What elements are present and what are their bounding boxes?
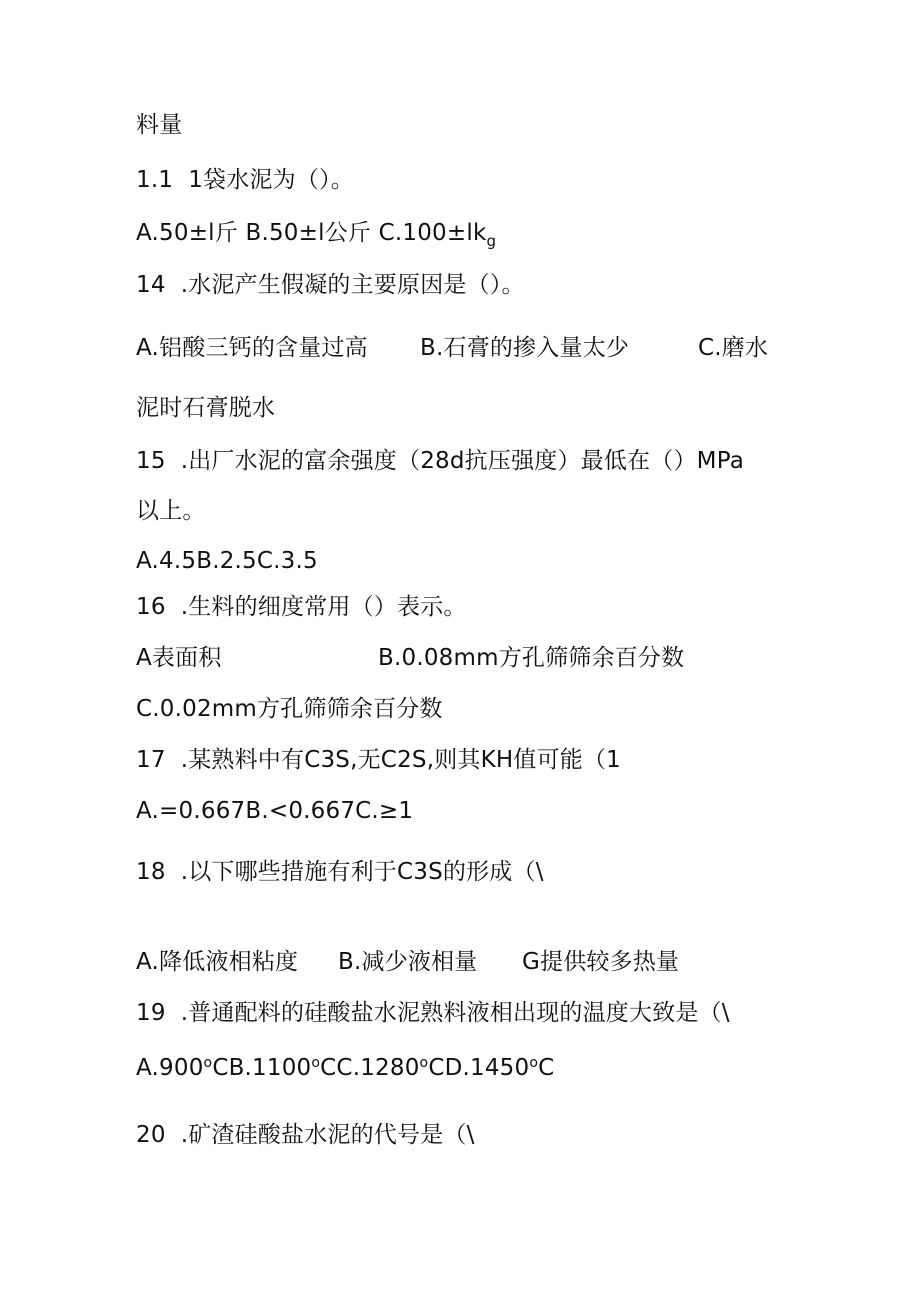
answer-continuation-14 bbox=[136, 393, 275, 423]
question-16 bbox=[136, 592, 467, 622]
option-text: CC.1280 bbox=[320, 1055, 420, 1081]
answer-options-18 bbox=[136, 947, 680, 977]
answer-options-17 bbox=[136, 796, 413, 826]
question-15 bbox=[136, 446, 744, 476]
question-19 bbox=[136, 998, 730, 1028]
line-text: 泥时石膏脱水 bbox=[136, 395, 276, 421]
question-1-1 bbox=[136, 165, 354, 195]
answer-options-14 bbox=[136, 333, 769, 363]
option-text: CB.1100 bbox=[212, 1055, 312, 1081]
answer-options-1-1 bbox=[136, 218, 496, 256]
question-text: 15 .出厂水泥的富余强度（28d抗压强度）最低在（）MPa bbox=[136, 448, 745, 474]
line-text: 料量 bbox=[136, 112, 183, 138]
option-text: A.900 bbox=[136, 1055, 204, 1081]
question-15-continuation bbox=[136, 496, 206, 526]
option-c: C.0.02mm方孔筛筛余百分数 bbox=[136, 696, 443, 722]
question-text: 16 .生料的细度常用（）表示。 bbox=[136, 594, 467, 620]
question-20 bbox=[136, 1120, 475, 1150]
option-c: G提供较多热量 bbox=[522, 949, 680, 975]
answer-options-19 bbox=[136, 1048, 554, 1083]
text-line-material-quantity bbox=[136, 110, 182, 140]
option-b: B.0.08mm方孔筛筛余百分数 bbox=[378, 645, 685, 671]
option-a: A.降低液相粘度 bbox=[136, 949, 299, 975]
line-text: 以上。 bbox=[136, 498, 206, 524]
answer-options-16-ab bbox=[136, 643, 685, 673]
option-a: A.铝酸三钙的含量过高 bbox=[136, 335, 368, 361]
options-text: A.4.5B.2.5C.3.5 bbox=[136, 548, 318, 574]
option-a: A表面积 bbox=[136, 645, 222, 671]
question-18 bbox=[136, 857, 544, 887]
question-text: 17 .某熟料中有C3S,无C2S,则其KH值可能（1 bbox=[136, 747, 622, 773]
option-b: B.石膏的掺入量太少 bbox=[420, 335, 630, 361]
question-text: 1.1 1袋水泥为（）。 bbox=[136, 167, 354, 193]
degree-mark: o bbox=[419, 1055, 429, 1071]
question-text: 14 .水泥产生假凝的主要原因是（）。 bbox=[136, 272, 525, 298]
question-text: 19 .普通配料的硅酸盐水泥熟料液相出现的温度大致是（\ bbox=[136, 1000, 730, 1026]
options-text: A.50±l斤 B.50±l公斤 C.100±lk bbox=[136, 220, 487, 246]
degree-mark: o bbox=[203, 1055, 213, 1071]
option-b: B.减少液相量 bbox=[338, 949, 478, 975]
degree-mark: o bbox=[311, 1055, 321, 1071]
answer-options-16-c bbox=[136, 694, 443, 724]
degree-mark: o bbox=[529, 1055, 539, 1071]
option-c: C.磨水 bbox=[698, 335, 769, 361]
answer-options-15 bbox=[136, 546, 318, 576]
unit-subscript: g bbox=[486, 232, 497, 250]
options-text: A.=0.667B.<0.667C.≥1 bbox=[136, 798, 414, 824]
question-17 bbox=[136, 745, 621, 775]
option-text: C bbox=[538, 1055, 555, 1081]
question-14 bbox=[136, 270, 525, 300]
option-text: CD.1450 bbox=[428, 1055, 530, 1081]
question-text: 20 .矿渣硅酸盐水泥的代号是（\ bbox=[136, 1122, 475, 1148]
question-text: 18 .以下哪些措施有利于C3S的形成（\ bbox=[136, 859, 544, 885]
